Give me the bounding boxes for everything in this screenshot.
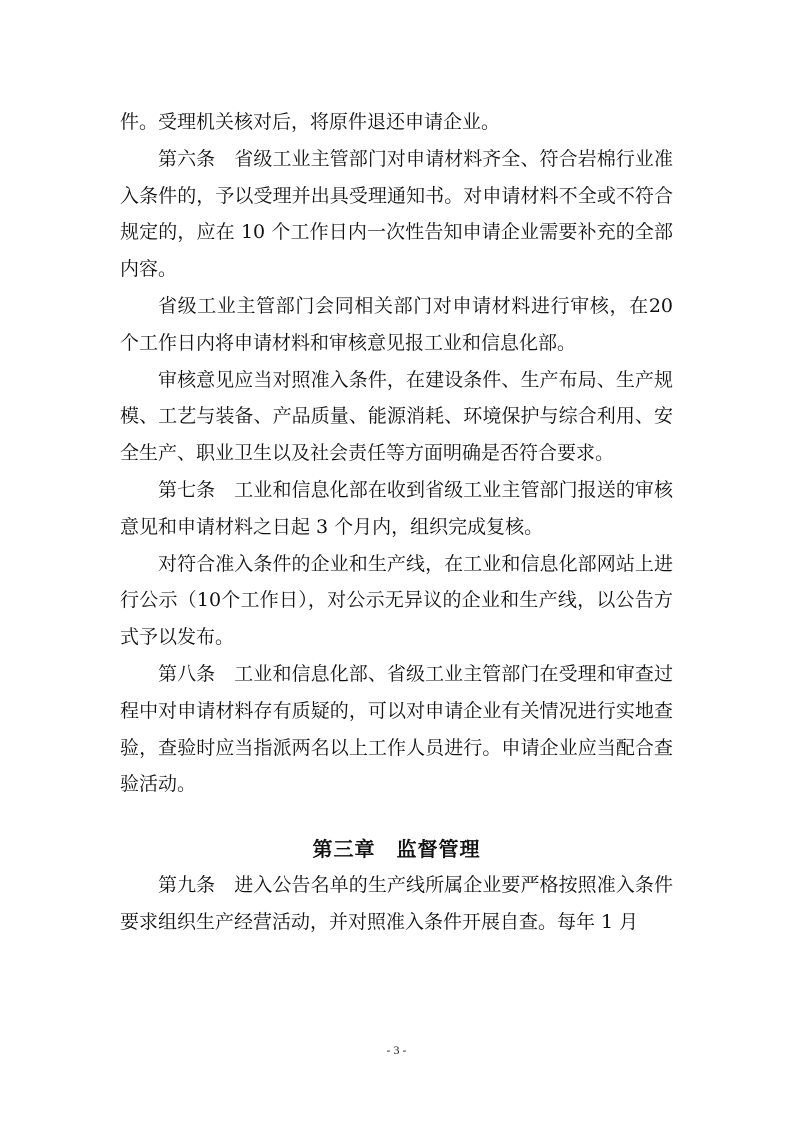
page-number: - 3 -	[386, 1043, 407, 1057]
document-page	[120, 104, 673, 941]
paragraph-article-7: 第七条 工业和信息化部在收到省级工业主管部门报送的审核意见和申请材料之日起 3 个月内，组织完成复核。	[120, 478, 673, 538]
paragraph-article-9: 第九条 进入公告名单的生产线所属企业要严格按照准入条件要求组织生产经营活动，并对照准入条件开展自查。每年 1 月	[120, 874, 673, 933]
paragraph-continuation: 件。受理机关核对后，将原件退还申请企业。	[120, 111, 501, 133]
paragraph-provincial-review: 省级工业主管部门会同相关部门对申请材料进行审核，在20个工作日内将申请材料和审核意见报工业和信息化部。	[120, 294, 673, 354]
paragraph-review-opinion: 审核意见应当对照准入条件，在建设条件、生产布局、生产规模、工艺与装备、产品质量、能源消耗、环境保护与综合利用、安全生产、职业卫生以及社会责任等方面明确是否符合要求。	[120, 368, 673, 465]
paragraph-publicity: 对符合准入条件的企业和生产线，在工业和信息化部网站上进行公示（10个工作日），对公示无异议的企业和生产线，以公告方式予以发布。	[120, 552, 673, 649]
paragraph-article-8: 第八条 工业和信息化部、省级工业主管部门在受理和审查过程中对申请材料存有质疑的，可以对申请企业有关情况进行实地查验，查验时应当指派两名以上工作人员进行。申请企业应当配合查验活动。	[120, 662, 673, 796]
paragraph-article-6: 第六条 省级工业主管部门对申请材料齐全、符合岩棉行业准入条件的，予以受理并出具受理通知书。对申请材料不全或不符合规定的，应在 10 个工作日内一次性告知申请企业需要补充的全部内容。	[120, 147, 673, 281]
chapter-title: 第三章 监督管理	[312, 837, 481, 862]
